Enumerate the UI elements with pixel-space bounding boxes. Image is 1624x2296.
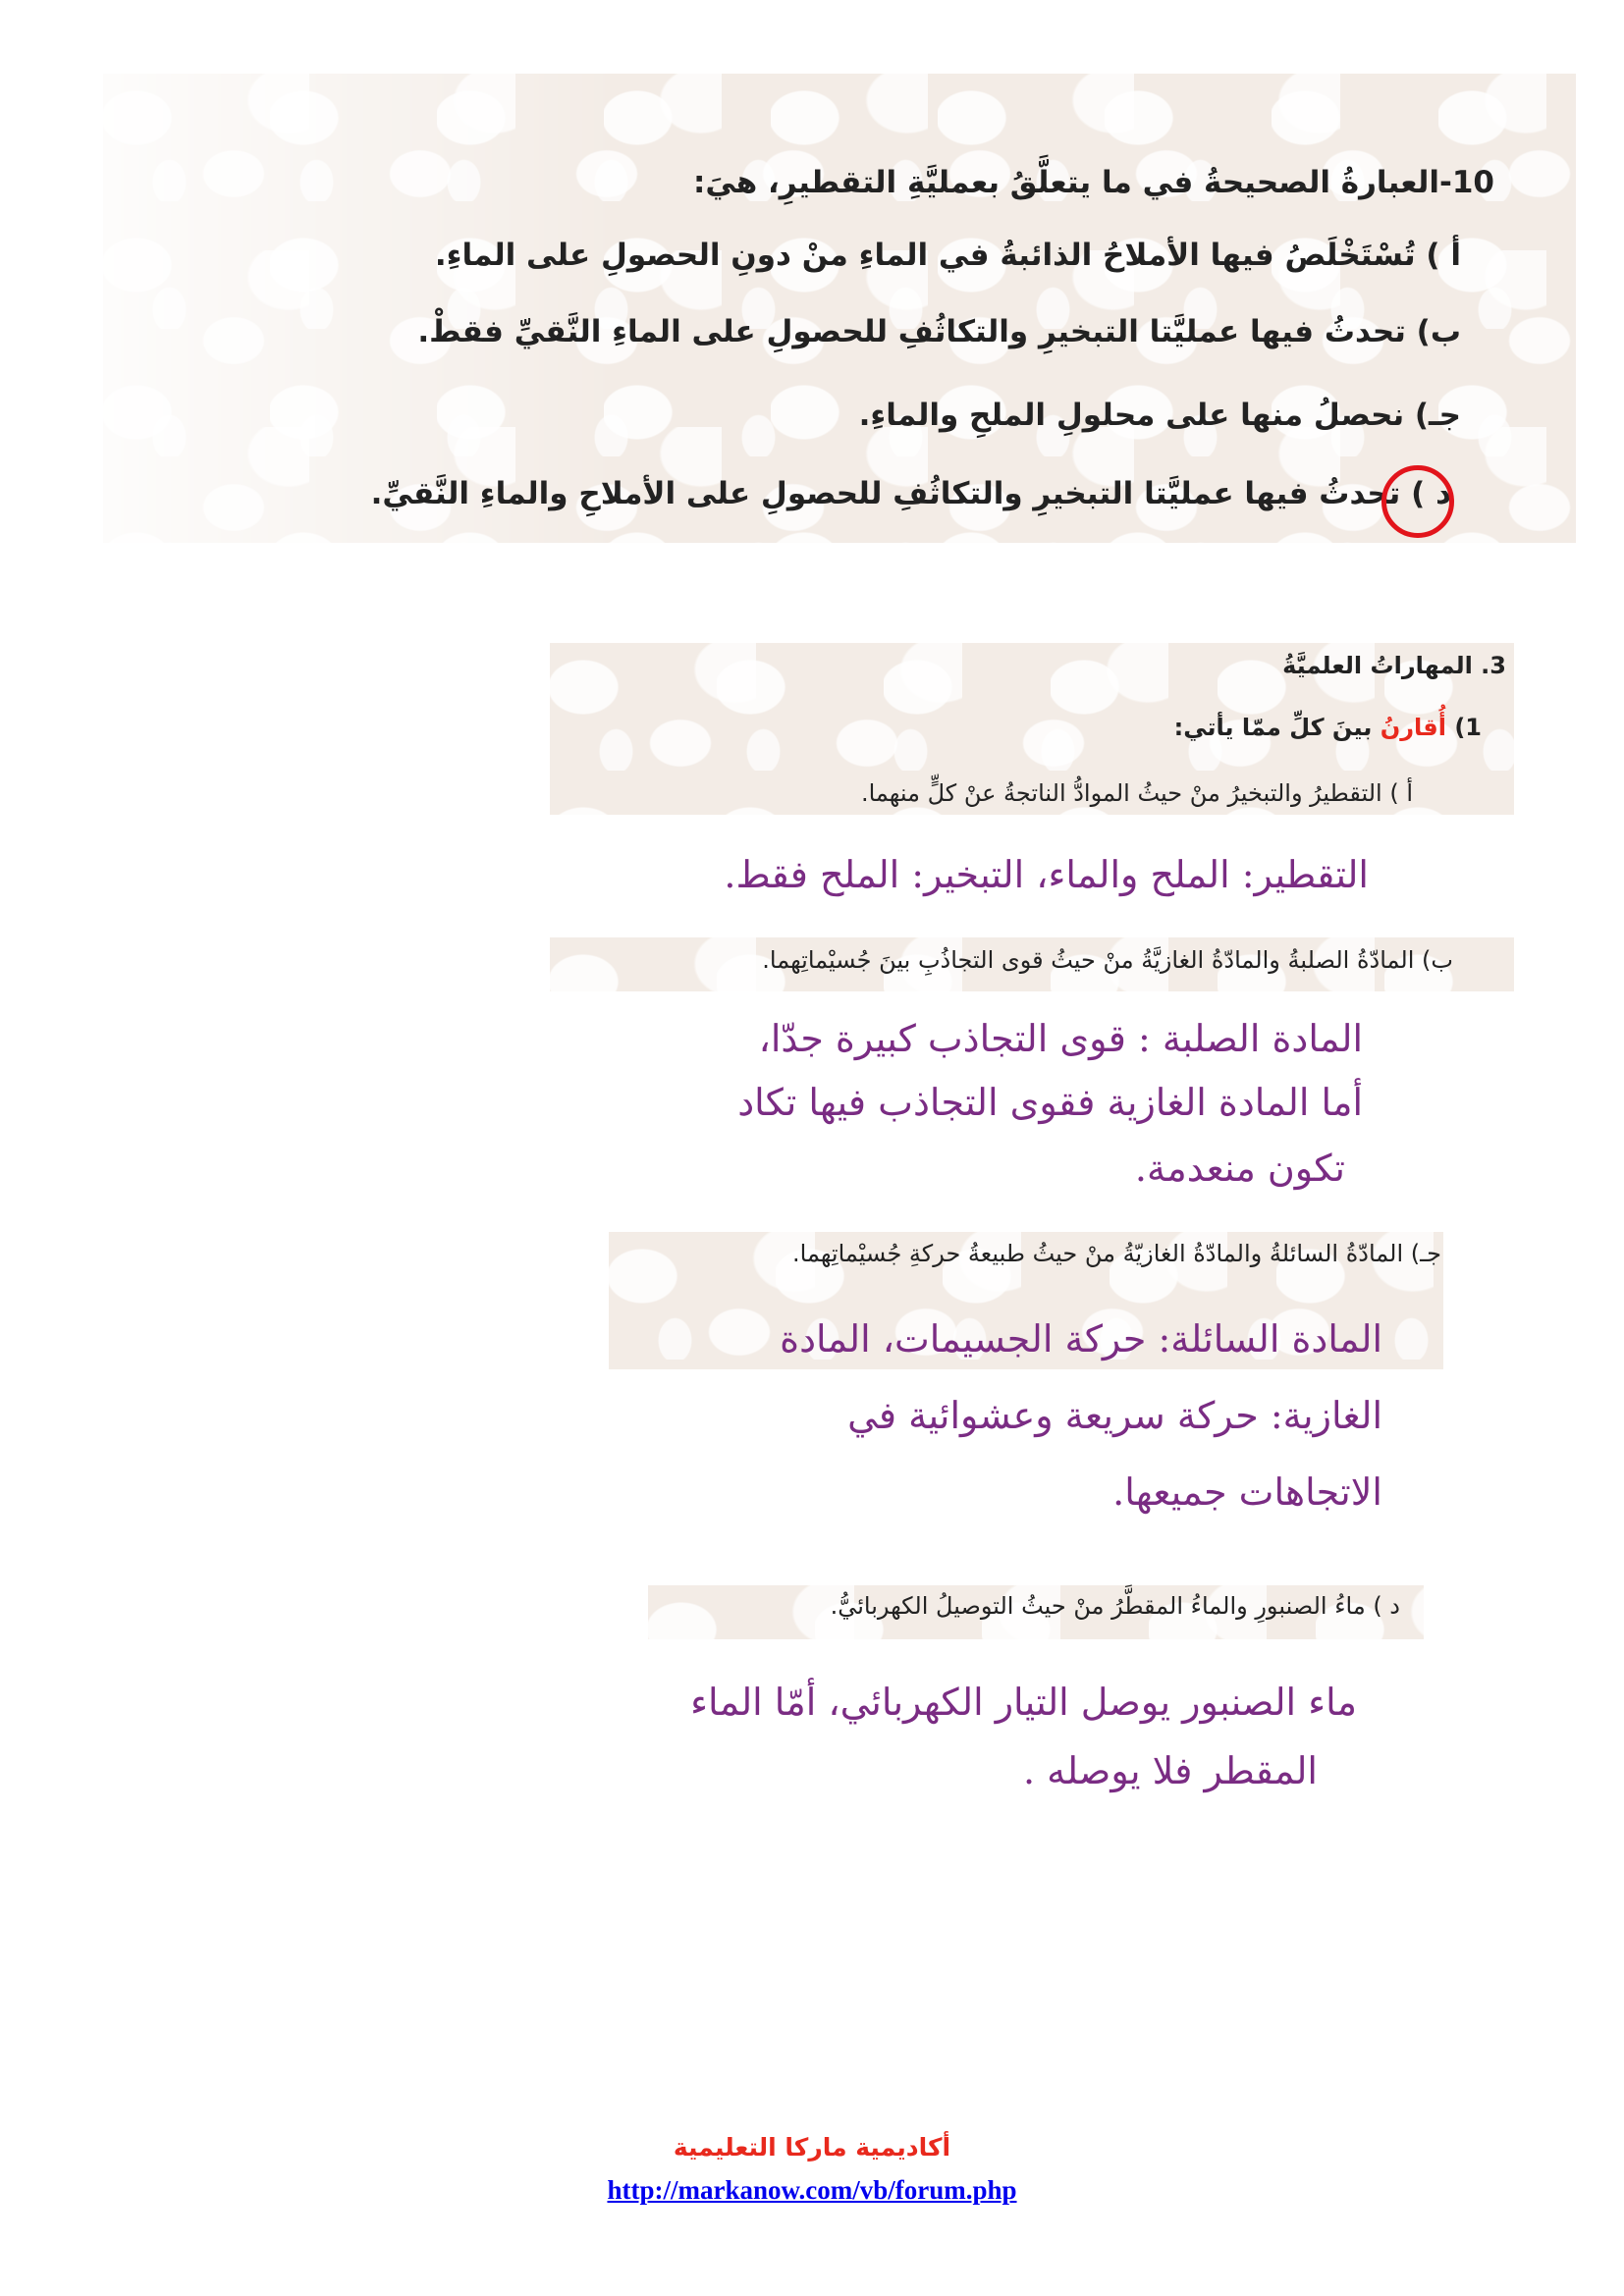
skills-item-c-question: جـ) المادّةُ السائلةُ والمادّةُ الغازيّةُ منْ حيثُ طبيعةُ حركةِ جُسيْماتِهما.: [792, 1240, 1441, 1267]
question-1-line: [1174, 714, 1482, 741]
question-10-option-c: جـ) نحصلُ منها على محلولِ الملحِ والماءِ.: [858, 398, 1461, 433]
selected-answer-circle: [1381, 465, 1454, 538]
question-10-panel: [103, 74, 1576, 543]
skills-item-c-answer-1: المادة السائلة: حركة الجسيمات، المادة: [780, 1317, 1382, 1361]
question-1-number: 1): [1454, 714, 1482, 741]
question-10-option-a: أ ) تُسْتَخْلَصُ فيها الأملاحُ الذائبةُ في الماءِ منْ دونِ الحصولِ على الماءِ.: [434, 238, 1461, 273]
question-10-option-d: د ) تحدثُ فيها عمليَّتا التبخيرِ والتكاثُفِ للحصولِ على الأملاحِ والماءِ النَّقيِّ.: [370, 476, 1451, 511]
skills-item-c-answer-3: الاتجاهات جميعها.: [1112, 1470, 1382, 1514]
question-10-option-b: ب) تحدثُ فيها عمليَّتا التبخيرِ والتكاثُفِ للحصولِ على الماءِ النَّقيِّ فقطْ.: [417, 314, 1461, 349]
skills-item-d-answer-2: المقطر فلا يوصله .: [1022, 1749, 1318, 1792]
skills-item-d-question: د ) ماءُ الصنبورِ والماءُ المقطَّرُ منْ حيثُ التوصيلُ الكهربائيُّ.: [830, 1592, 1400, 1620]
question-10-stem: 10-العبارةُ الصحيحةُ في ما يتعلَّقُ بعمليَّةِ التقطيرِ، هيَ:: [692, 165, 1494, 200]
skills-item-b-answer-1: المادة الصلبة : قوى التجاذب كبيرة جدّا،: [758, 1017, 1363, 1060]
skills-item-a-question: أ ) التقطيرُ والتبخيرُ منْ حيثُ الموادُّ الناتجةُ عنْ كلٍّ منهما.: [860, 779, 1413, 807]
skills-item-d-answer-1: ماء الصنبور يوصل التيار الكهربائي، أمّا الماء: [690, 1681, 1357, 1724]
skills-item-b-answer-3: تكون منعدمة.: [1134, 1147, 1345, 1190]
question-1-text: بينَ كلِّ ممّا يأتي:: [1173, 714, 1373, 741]
skills-item-b-question: ب) المادّةُ الصلبةُ والمادّةُ الغازيَّةُ منْ حيثُ قوى التجاذُبِ بينَ جُسيْماتِهما.: [762, 946, 1453, 974]
footer-academy-name: أكاديمية ماركا التعليمية: [673, 2133, 951, 2162]
question-1-verb: أُقارنُ: [1380, 714, 1446, 741]
skills-item-a-answer-1: التقطير: الملح والماء، التبخير: الملح فقط.: [724, 853, 1369, 896]
skills-heading: 3. المهاراتُ العلميَّةُ: [1282, 652, 1506, 679]
skills-item-b-answer-2: أما المادة الغازية فقوى التجاذب فيها تكاد: [737, 1081, 1363, 1124]
skills-item-c-answer-2: الغازية: حركة سريعة وعشوائية في: [847, 1394, 1382, 1437]
footer-forum-link[interactable]: http://markanow.com/vb/forum.php: [607, 2175, 1017, 2205]
